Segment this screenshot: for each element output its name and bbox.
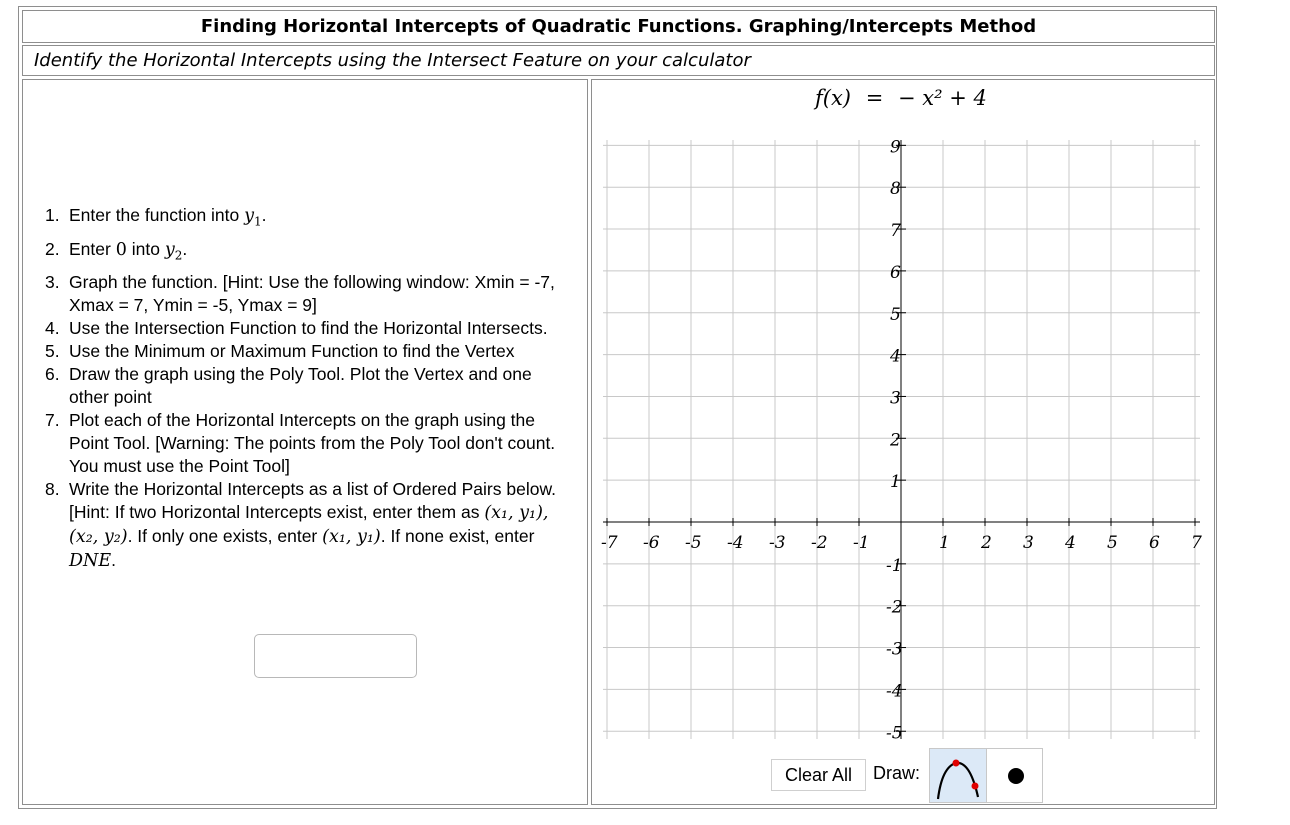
page-title: Finding Horizontal Intercepts of Quadratic Functions. Graphing/Intercepts Method (22, 10, 1215, 43)
y-tick-label: -4 (886, 681, 903, 702)
x-tick-label: 6 (1149, 533, 1160, 553)
poly-curve-icon (930, 749, 988, 804)
y-tick-label: 9 (890, 137, 901, 158)
point-tool-button[interactable] (987, 748, 1043, 803)
step-2: 2. Enter 0 into $y_2$. (45, 238, 188, 262)
page-subtitle: Identify the Horizontal Intercepts using the Intersect Feature on your calculator (22, 45, 1215, 76)
y-tick-label: 2 (890, 430, 901, 451)
x-tick-label: 7 (1191, 533, 1202, 553)
y-tick-label: -3 (886, 639, 903, 660)
y-axis-tick-labels (886, 137, 903, 743)
x-tick-label: 2 (981, 533, 992, 553)
x-tick-label: -4 (727, 533, 744, 553)
y-tick-label: 3 (890, 388, 901, 409)
y-tick-label: -2 (886, 597, 903, 618)
function-label: f(x) = − x² + 4 (815, 86, 987, 110)
step-7: 7. Plot each of the Horizontal Intercepts on the graph using the Point Tool. [Warning: The points from the Poly Tool don't count. You must use the Point Tool] (45, 410, 556, 476)
step-5: 5. Use the Minimum or Maximum Function to find the Vertex (45, 341, 515, 361)
step-4: 4. Use the Intersection Function to find the Horizontal Intersects. (45, 318, 548, 338)
y-tick-label: 6 (890, 262, 901, 283)
y-tick-label: 7 (890, 221, 901, 242)
step-8: 8. Write the Horizontal Intercepts as a list of Ordered Pairs below. [Hint: If two Horizontal Intercepts exist, enter them as (x₁, y₁), (x₂, y₂). If only one exists, enter (x₁, y₁). If none exist, enter DNE. (45, 479, 556, 571)
clear-all-button[interactable]: Clear All (771, 759, 866, 791)
y-tick-label: 5 (890, 304, 901, 325)
x-tick-label: -7 (601, 533, 618, 553)
x-tick-label: 3 (1023, 533, 1034, 553)
step-6: 6. Draw the graph using the Poly Tool. Plot the Vertex and one other point (45, 364, 532, 407)
x-tick-label: -1 (853, 533, 870, 553)
x-tick-label: -6 (643, 533, 660, 553)
y-tick-label: 1 (890, 472, 901, 493)
y-tick-label: -5 (886, 723, 903, 744)
x-tick-label: 1 (939, 533, 950, 553)
x-tick-label: -2 (811, 533, 828, 553)
y-tick-label: 4 (890, 346, 901, 367)
x-tick-label: -3 (769, 533, 786, 553)
step-3: 3. Graph the function. [Hint: Use the following window: Xmin = -7, Xmax = 7, Ymin = -5, Ymax = 9] (45, 272, 555, 315)
draw-label: Draw: (873, 763, 921, 783)
point-dot-icon (987, 749, 1043, 804)
step-1: 1. Enter the function into $y_1$. (45, 205, 267, 229)
x-tick-label: 4 (1065, 533, 1076, 553)
y-tick-label: 8 (890, 179, 901, 200)
x-tick-label: 5 (1107, 533, 1118, 553)
poly-tool-button[interactable] (929, 748, 987, 803)
x-tick-label: -5 (685, 533, 702, 553)
y-tick-label: -1 (886, 555, 903, 576)
